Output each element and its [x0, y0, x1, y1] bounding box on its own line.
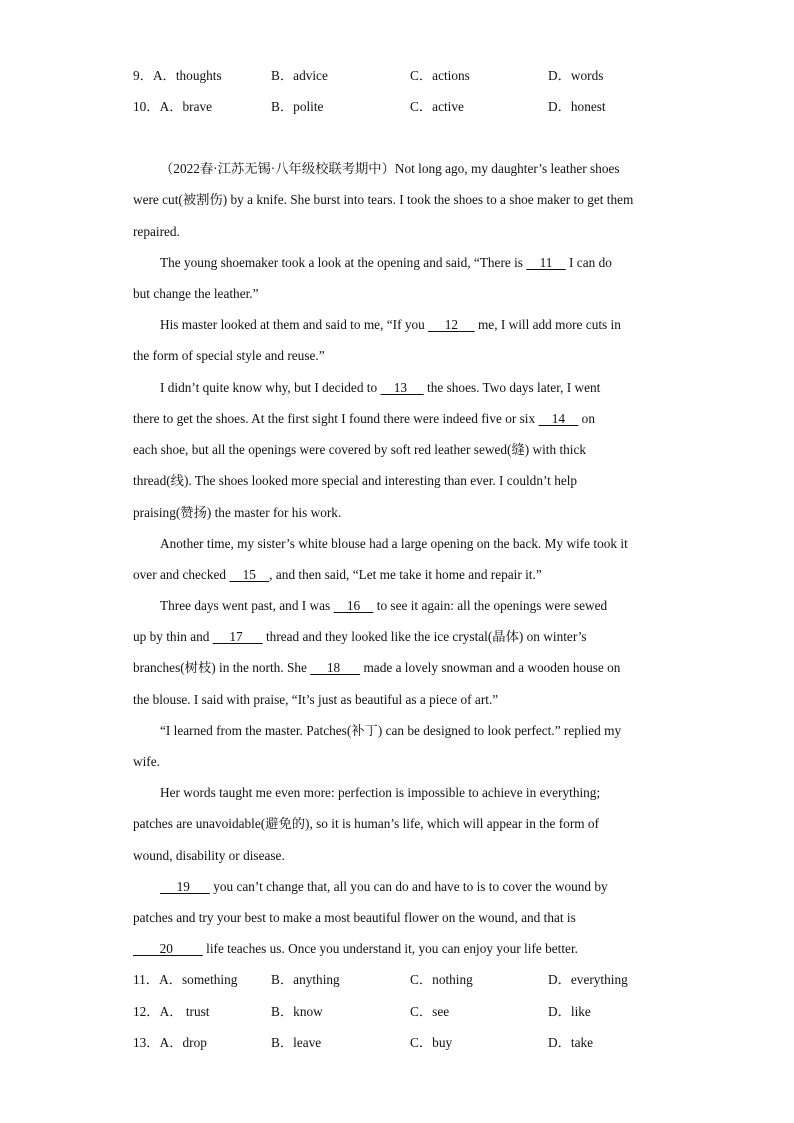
blank-13: 13 [380, 380, 424, 395]
blank-19: 19 [160, 879, 210, 894]
passage-line: 19 you can’t change that, all you can do and have to is to cover the wound by [160, 877, 690, 897]
passage-line: wound, disability or disease. [133, 848, 285, 863]
blank-12: 12 [428, 317, 475, 332]
q10-option-a: 10．A．brave [133, 99, 213, 114]
passage-line: up by thin and 17 thread and they looked like the ice crystal(晶体) on winter’s [133, 627, 663, 647]
passage-line: wife. [133, 754, 160, 769]
passage-line: repaired. [133, 224, 180, 239]
q11-option-a: 11．A．something [133, 972, 238, 987]
q13-option-a: 13．A．drop [133, 1035, 207, 1050]
passage-source-line: （2022春·江苏无锡·八年级校联考期中）Not long ago, my daughter’s leather shoes [160, 161, 620, 176]
q9-option-a: 9．A．thoughts [133, 68, 222, 83]
blank-17: 17 [212, 629, 263, 644]
passage-line: patches and try your best to make a most beautiful flower on the wound, and that is [133, 910, 576, 925]
passage-line: the form of special style and reuse.” [133, 348, 325, 363]
passage-line: patches are unavoidable(避免的), so it is human’s life, which will appear in the form of [133, 816, 600, 831]
passage-line: I didn’t quite know why, but I decided to 13 the shoes. Two days later, I went [160, 378, 690, 398]
blank-15: 15 [229, 567, 270, 582]
passage-line: His master looked at them and said to me, “If you 12 me, I will add more cuts in [160, 315, 690, 335]
passage-line: were cut(被割伤) by a knife. She burst into tears. I took the shoes to a shoe maker to get them [133, 192, 634, 207]
q13-option-b: B．leave [271, 1035, 322, 1050]
passage-line: Three days went past, and I was 16 to see it again: all the openings were sewed [160, 596, 690, 616]
passage-line: Another time, my sister’s white blouse had a large opening on the back. My wife took it [160, 536, 628, 551]
passage-line: but change the leather.” [133, 286, 259, 301]
blank-20: 20 [133, 941, 203, 956]
q13-option-c: C．buy [410, 1035, 453, 1050]
q12-option-b: B．know [271, 1004, 323, 1019]
q10-option-d: D．honest [548, 99, 606, 114]
passage-line: there to get the shoes. At the first sight I found there were indeed five or six 14 on [133, 409, 663, 429]
q11-option-b: B．anything [271, 972, 340, 987]
q12-option-d: D．like [548, 1004, 591, 1019]
blank-18: 18 [310, 660, 361, 675]
passage-line: thread(线). The shoes looked more special and interesting than ever. I couldn’t help [133, 473, 578, 488]
q9-option-d: D．words [548, 68, 604, 83]
blank-14: 14 [538, 411, 579, 426]
q9-option-c: C．actions [410, 68, 470, 83]
q12-option-c: C．see [410, 1004, 450, 1019]
passage-line: over and checked 15 , and then said, “Let me take it home and repair it.” [133, 565, 663, 585]
passage-line: each shoe, but all the openings were covered by soft red leather sewed(缝) with thick [133, 442, 587, 457]
blank-16: 16 [333, 598, 374, 613]
passage-line: branches(树枝) in the north. She 18 made a lovely snowman and a wooden house on [133, 658, 663, 678]
passage-line: 20 life teaches us. Once you understand it, you can enjoy your life better. [133, 939, 663, 959]
q11-option-c: C．nothing [410, 972, 473, 987]
passage-line: the blouse. I said with praise, “It’s just as beautiful as a piece of art.” [133, 692, 499, 707]
q10-option-b: B．polite [271, 99, 324, 114]
blank-11: 11 [526, 255, 566, 270]
q13-option-d: D．take [548, 1035, 594, 1050]
passage-line: The young shoemaker took a look at the opening and said, “There is 11 I can do [160, 253, 690, 273]
q10-option-c: C．active [410, 99, 464, 114]
passage-line: Her words taught me even more: perfection is impossible to achieve in everything; [160, 785, 601, 800]
q12-option-a: 12．A． trust [133, 1004, 210, 1019]
passage-line: praising(赞扬) the master for his work. [133, 505, 342, 520]
passage-line: “I learned from the master. Patches(补丁) can be designed to look perfect.” replied my [160, 723, 622, 738]
q9-option-b: B．advice [271, 68, 328, 83]
q11-option-d: D．everything [548, 972, 628, 987]
